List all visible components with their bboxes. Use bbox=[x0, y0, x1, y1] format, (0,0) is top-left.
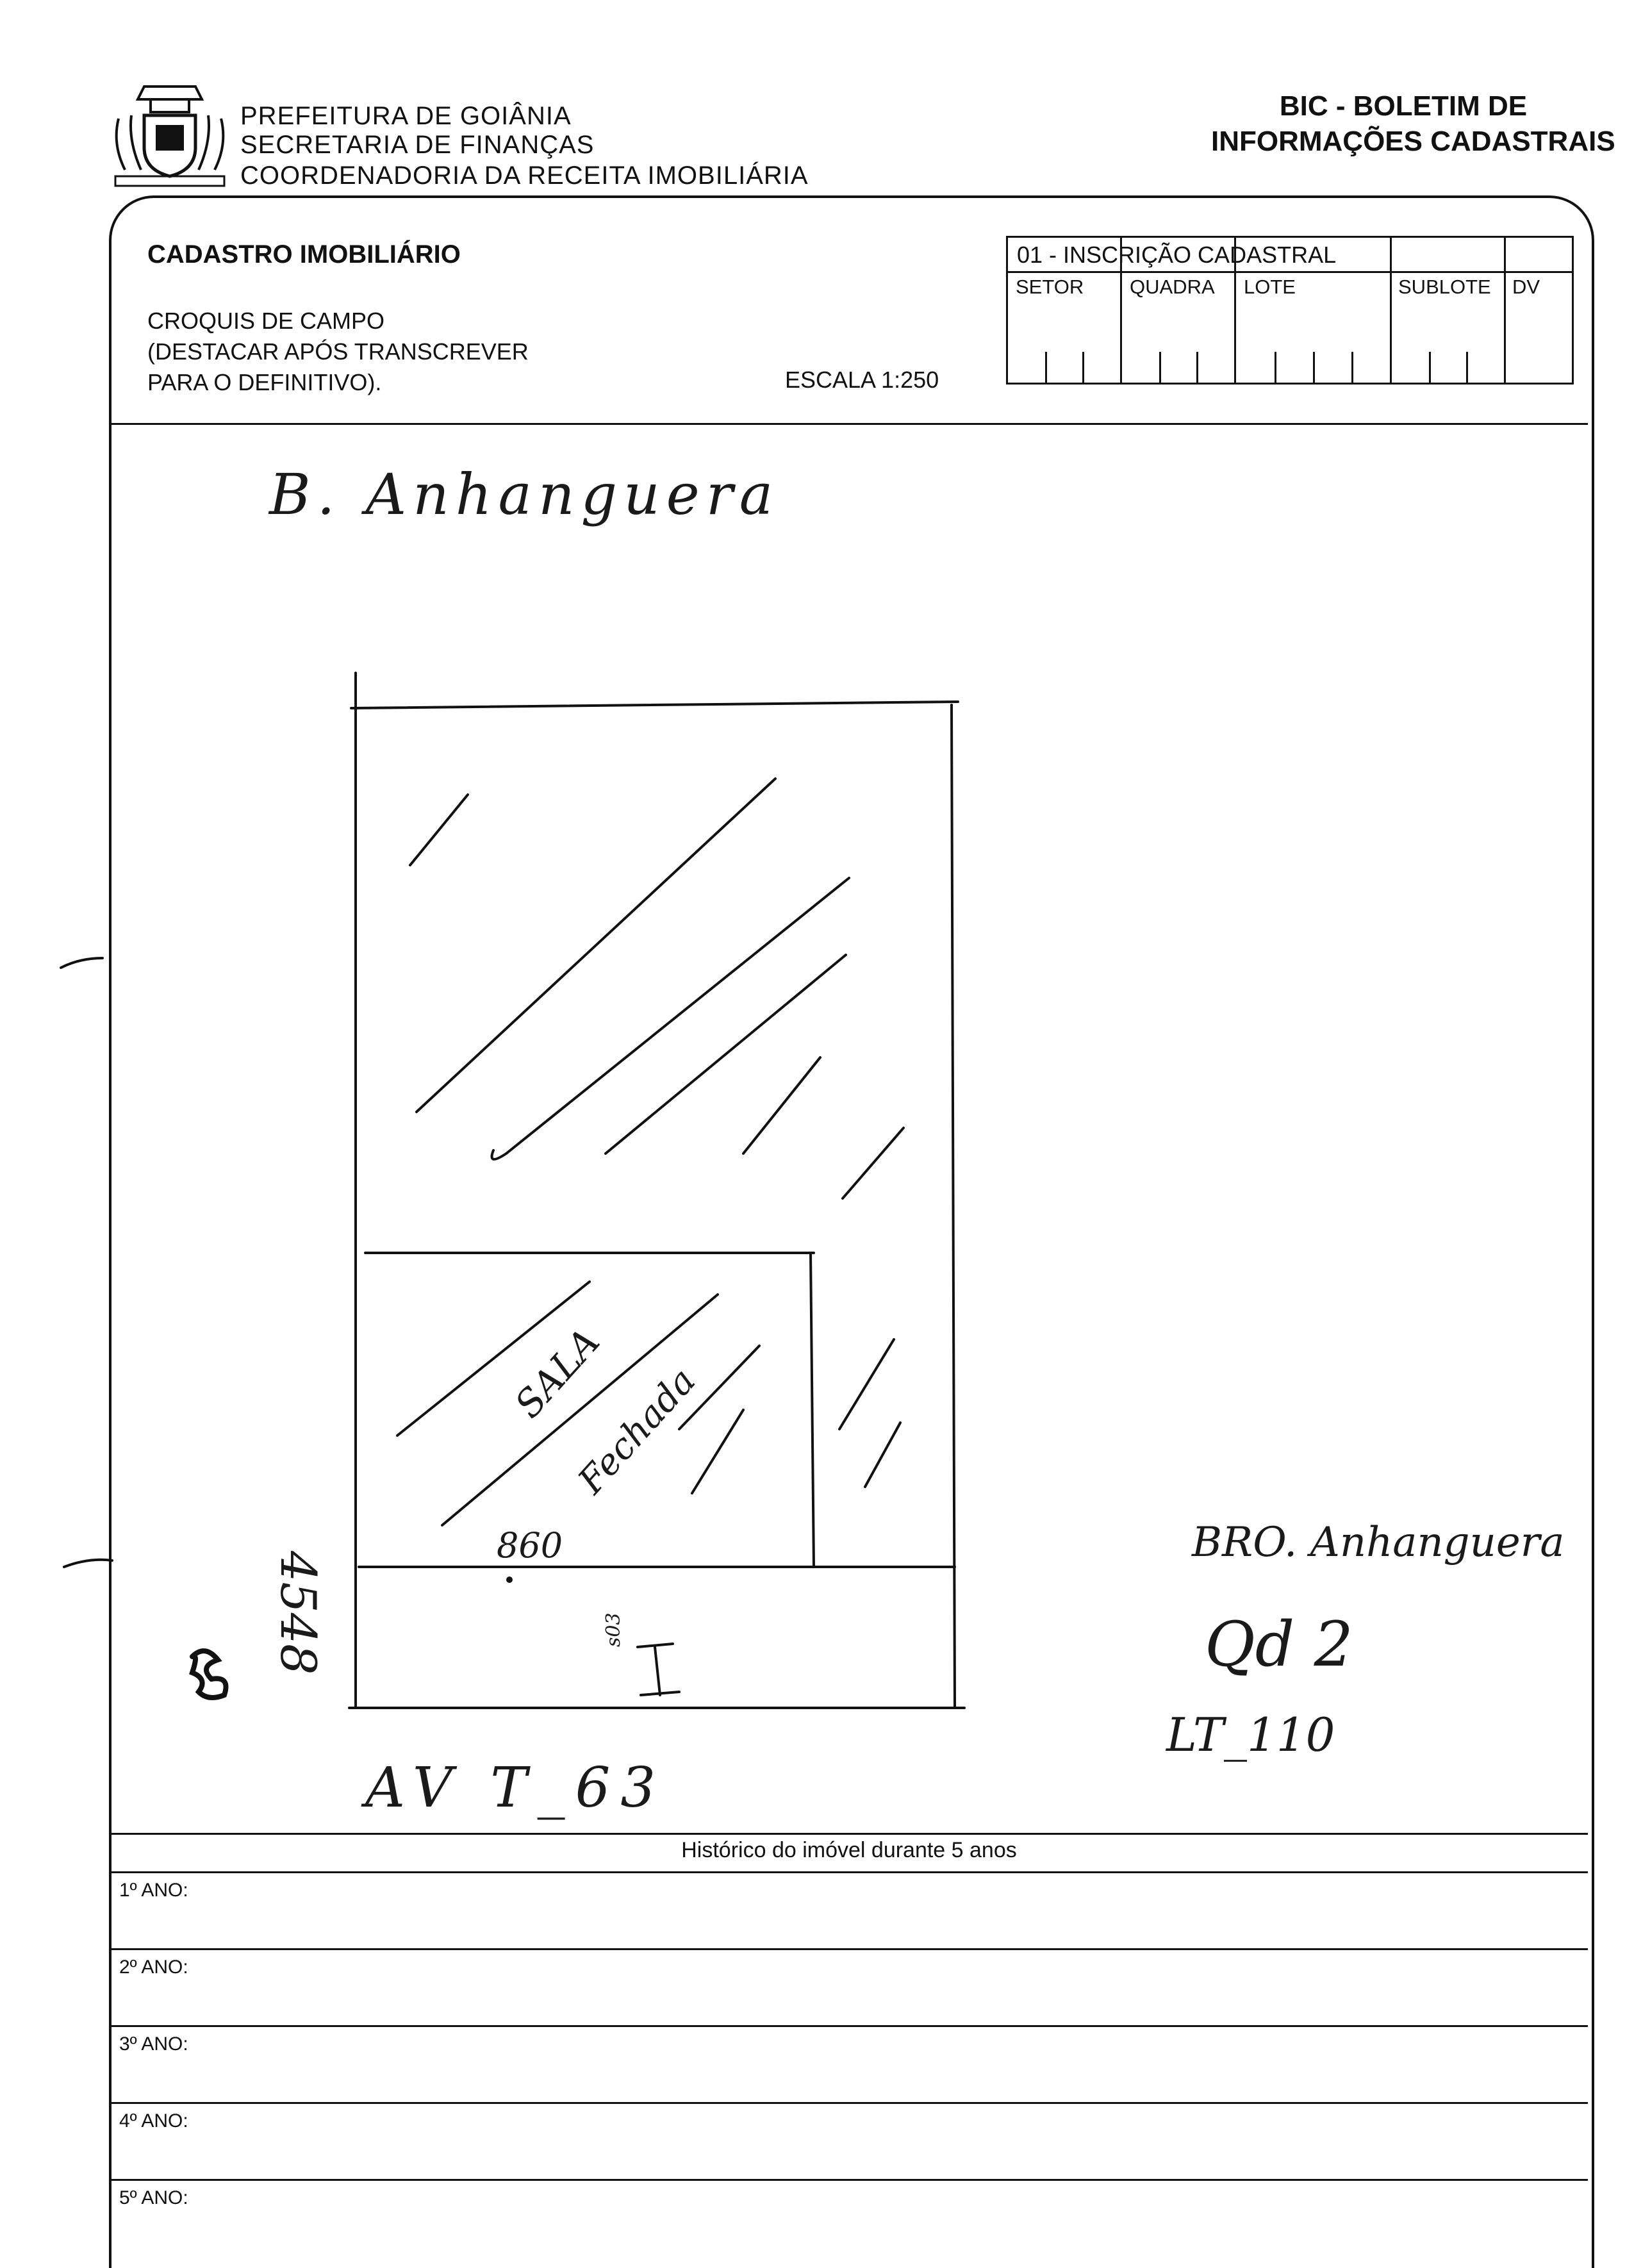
history-row-3[interactable] bbox=[110, 2027, 1588, 2101]
org-line-3: COORDENADORIA DA RECEITA IMOBILIÁRIA bbox=[240, 161, 809, 190]
instruction-line-1: CROQUIS DE CAMPO bbox=[147, 308, 385, 334]
history-title: Histórico do imóvel durante 5 anos bbox=[681, 1838, 1017, 1862]
history-row-1[interactable] bbox=[110, 1873, 1588, 1947]
scale-label: ESCALA 1:250 bbox=[785, 367, 939, 393]
room-label-1: SALA bbox=[506, 1320, 608, 1427]
history-section bbox=[110, 1833, 1588, 2249]
org-line-1: PREFEITURA DE GOIÂNIA bbox=[240, 102, 572, 130]
bic-title-line-2: INFORMAÇÕES CADASTRAIS bbox=[1211, 126, 1615, 157]
neighborhood-label: B. Anhanguera bbox=[269, 461, 780, 527]
history-row-label: 4º ANO: bbox=[119, 2110, 188, 2131]
history-row-label: 1º ANO: bbox=[119, 1880, 188, 1901]
history-row-2[interactable] bbox=[110, 1950, 1588, 2024]
sublote-label: SUBLOTE bbox=[1398, 276, 1491, 298]
inscricao-title: 01 - INSCRIÇÃO CADASTRAL bbox=[1017, 242, 1337, 268]
org-line-2: SECRETARIA DE FINANÇAS bbox=[240, 131, 595, 159]
instruction-line-2: (DESTACAR APÓS TRANSCREVER bbox=[147, 338, 529, 365]
room-label-2: Fechada bbox=[570, 1360, 704, 1502]
side-number: 4548 bbox=[270, 1551, 327, 1675]
lote-label: LOTE bbox=[1244, 276, 1296, 298]
right-note-1: BRO. Anhanguera bbox=[1192, 1519, 1565, 1566]
street-label: AV T_63 bbox=[365, 1756, 666, 1820]
unit-small-label: s03 bbox=[602, 1612, 625, 1647]
quadra-label: QUADRA bbox=[1130, 276, 1215, 298]
section-title: CADASTRO IMOBILIÁRIO bbox=[147, 240, 461, 269]
dv-label: DV bbox=[1512, 276, 1540, 298]
history-row-4[interactable] bbox=[110, 2104, 1588, 2178]
history-row-label: 2º ANO: bbox=[119, 1957, 188, 1978]
right-note-3: LT_110 bbox=[1166, 1708, 1335, 1762]
history-row-label: 5º ANO: bbox=[119, 2187, 188, 2208]
instruction-line-3: PARA O DEFINITIVO). bbox=[147, 369, 382, 395]
right-note-2: Qd 2 bbox=[1205, 1609, 1353, 1680]
setor-label: SETOR bbox=[1016, 276, 1084, 298]
measure-label: 860 bbox=[497, 1525, 563, 1566]
bic-title-line-1: BIC - BOLETIM DE bbox=[1279, 90, 1528, 122]
history-row-5[interactable] bbox=[110, 2181, 1588, 2249]
history-row-label: 3º ANO: bbox=[119, 2033, 188, 2055]
